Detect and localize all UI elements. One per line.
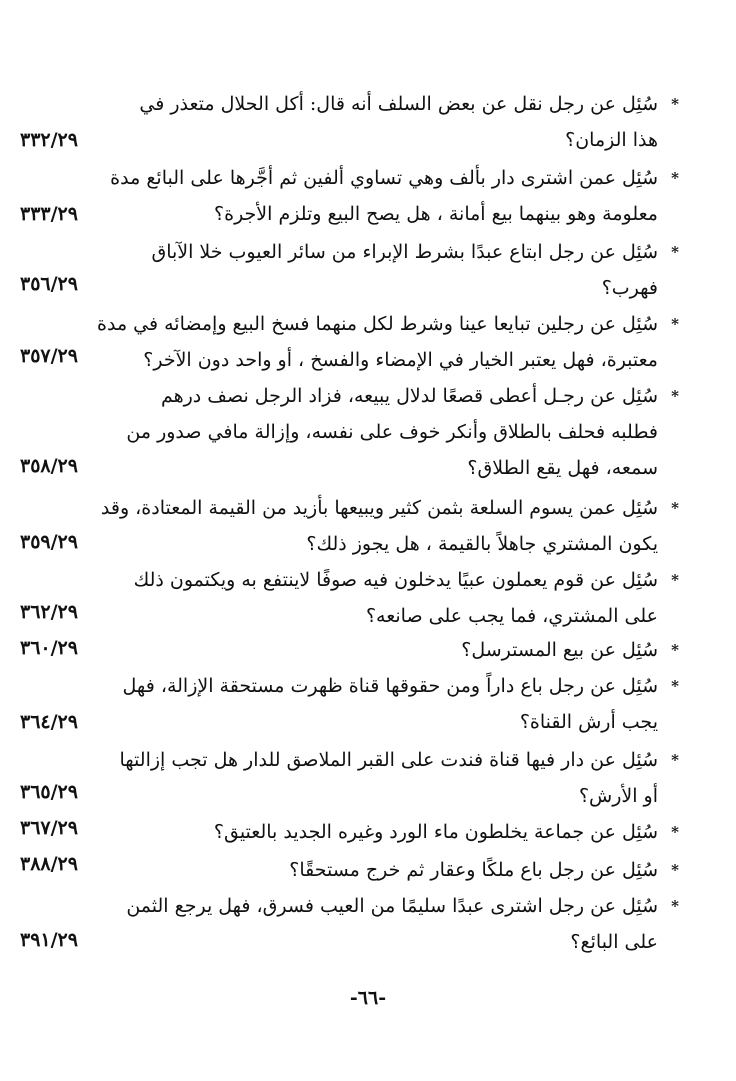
entry-text: سُئِل عن رجل باع داراً ومن حقوقها قناة ظهرت مستحقة الإزالة، فهل	[122, 675, 658, 697]
entry-text: سُئِل عن رجل ابتاع عبدًا بشرط الإبراء من سائر العيوب خلا الآباق	[151, 241, 658, 263]
entry-line: فهرب؟	[601, 277, 658, 299]
page-number: -٦٦-	[349, 987, 387, 1009]
bullet-star: *	[671, 897, 679, 915]
entry-line: أو الأرش؟	[578, 785, 658, 807]
bullet-star: *	[671, 499, 679, 517]
entry-line: يجب أرش القناة؟	[519, 711, 658, 733]
page-reference: ٣٥٦/٢٩	[20, 273, 78, 295]
page-reference: ٣٣٣/٢٩	[20, 203, 78, 225]
entry-line: فطلبه فحلف بالطلاق وأنكر خوف على نفسه، وإزالة مافي صدور من	[126, 421, 658, 443]
bullet-star: *	[671, 387, 679, 405]
page-reference: ٣٨٨/٢٩	[20, 853, 78, 875]
bullet-star: *	[671, 677, 679, 695]
index-entry	[40, 86, 686, 158]
entry-line	[40, 160, 686, 196]
page-reference: ٣٥٨/٢٩	[20, 455, 78, 477]
bullet-star: *	[671, 823, 679, 841]
page-reference: ٣٦٧/٢٩	[20, 817, 78, 839]
entry-text: سُئِل عن رجل اشترى عبدًا سليمًا من العيب فسرق، فهل يرجع الثمن	[126, 895, 658, 917]
entry-text: سُئِل عن بيع المسترسل؟	[461, 639, 658, 661]
entry-text: سُئِل عن رجل باع ملكًا وعقار ثم خرج مستحقًا؟	[289, 859, 658, 881]
index-entry	[40, 632, 686, 668]
page-reference: ٣٦٥/٢٩	[20, 781, 78, 803]
entry-line	[40, 378, 686, 414]
index-entry	[40, 378, 686, 486]
index-entry	[40, 852, 686, 888]
entry-line: معتبرة، فهل يعتبر الخيار في الإمضاء والفسخ ، أو واحد دون الآخر؟	[143, 349, 658, 371]
index-entry	[40, 234, 686, 306]
entry-text: سُئِل عن جماعة يخلطون ماء الورد وغيره الجديد بالعتيق؟	[213, 821, 658, 843]
entry-line	[40, 814, 686, 850]
entry-line	[40, 742, 686, 778]
entry-line: هذا الزمان؟	[565, 129, 658, 151]
bullet-star: *	[671, 169, 679, 187]
entry-line	[40, 852, 686, 888]
page-reference: ٣٣٢/٢٩	[20, 129, 78, 151]
entry-line: سمعه، فهل يقع الطلاق؟	[467, 457, 658, 479]
entry-text: سُئِل عن رجلين تبايعا عينا وشرط لكل منهما فسخ البيع وإمضائه في مدة	[97, 313, 658, 335]
entry-line	[40, 668, 686, 704]
bullet-star: *	[671, 861, 679, 879]
page-reference: ٣٥٧/٢٩	[20, 345, 78, 367]
index-entry	[40, 742, 686, 814]
page-reference: ٣٥٩/٢٩	[20, 531, 78, 553]
index-entry	[40, 160, 686, 232]
page-reference: ٣٩١/٢٩	[20, 929, 78, 951]
entry-line	[40, 562, 686, 598]
bullet-star: *	[671, 641, 679, 659]
index-entry	[40, 490, 686, 562]
entry-line: معلومة وهو بينهما بيع أمانة ، هل يصح البيع وتلزم الأجرة؟	[214, 203, 658, 225]
page-reference: ٣٦٤/٢٩	[20, 711, 78, 733]
entry-line	[40, 86, 686, 122]
entry-line	[40, 632, 686, 668]
page-reference: ٣٦٢/٢٩	[20, 601, 78, 623]
bullet-star: *	[671, 571, 679, 589]
bullet-star: *	[671, 751, 679, 769]
bullet-star: *	[671, 95, 679, 113]
index-entry	[40, 668, 686, 740]
entry-line: على المشتري، فما يجب على صانعه؟	[365, 605, 658, 627]
entry-text: سُئِل عمن اشترى دار بألف وهي تساوي ألفين ثم أجَّرها على البائع مدة	[110, 167, 658, 189]
index-entry	[40, 888, 686, 960]
entry-line: يكون المشتري جاهلاً بالقيمة ، هل يجوز ذلك؟	[306, 533, 658, 555]
bullet-star: *	[671, 315, 679, 333]
entry-text: سُئِل عن قوم يعملون عبيًا يدخلون فيه صوفًا لاينتفع به ويكتمون ذلك	[133, 569, 658, 591]
page-reference: ٣٦٠/٢٩	[20, 637, 78, 659]
entry-text: سُئِل عمن يسوم السلعة بثمن كثير ويبيعها بأزيد من القيمة المعتادة، وقد	[100, 497, 658, 519]
index-entry	[40, 562, 686, 634]
entry-line	[40, 888, 686, 924]
index-entry	[40, 814, 686, 850]
entry-line: على البائع؟	[570, 931, 658, 953]
entry-text: سُئِل عن رجل نقل عن بعض السلف أنه قال: أكل الحلال متعذر في	[139, 93, 658, 115]
entry-line	[40, 306, 686, 342]
entry-text: سُئِل عن رجـل أعطى قصعًا لدلال يبيعه، فزاد الرجل نصف درهم	[160, 385, 658, 407]
entry-line	[40, 490, 686, 526]
entry-text: سُئِل عن دار فيها قناة فندت على القبر الملاصق للدار هل تجب إزالتها	[119, 749, 658, 771]
index-entry	[40, 306, 686, 378]
bullet-star: *	[671, 243, 679, 261]
entry-line	[40, 234, 686, 270]
